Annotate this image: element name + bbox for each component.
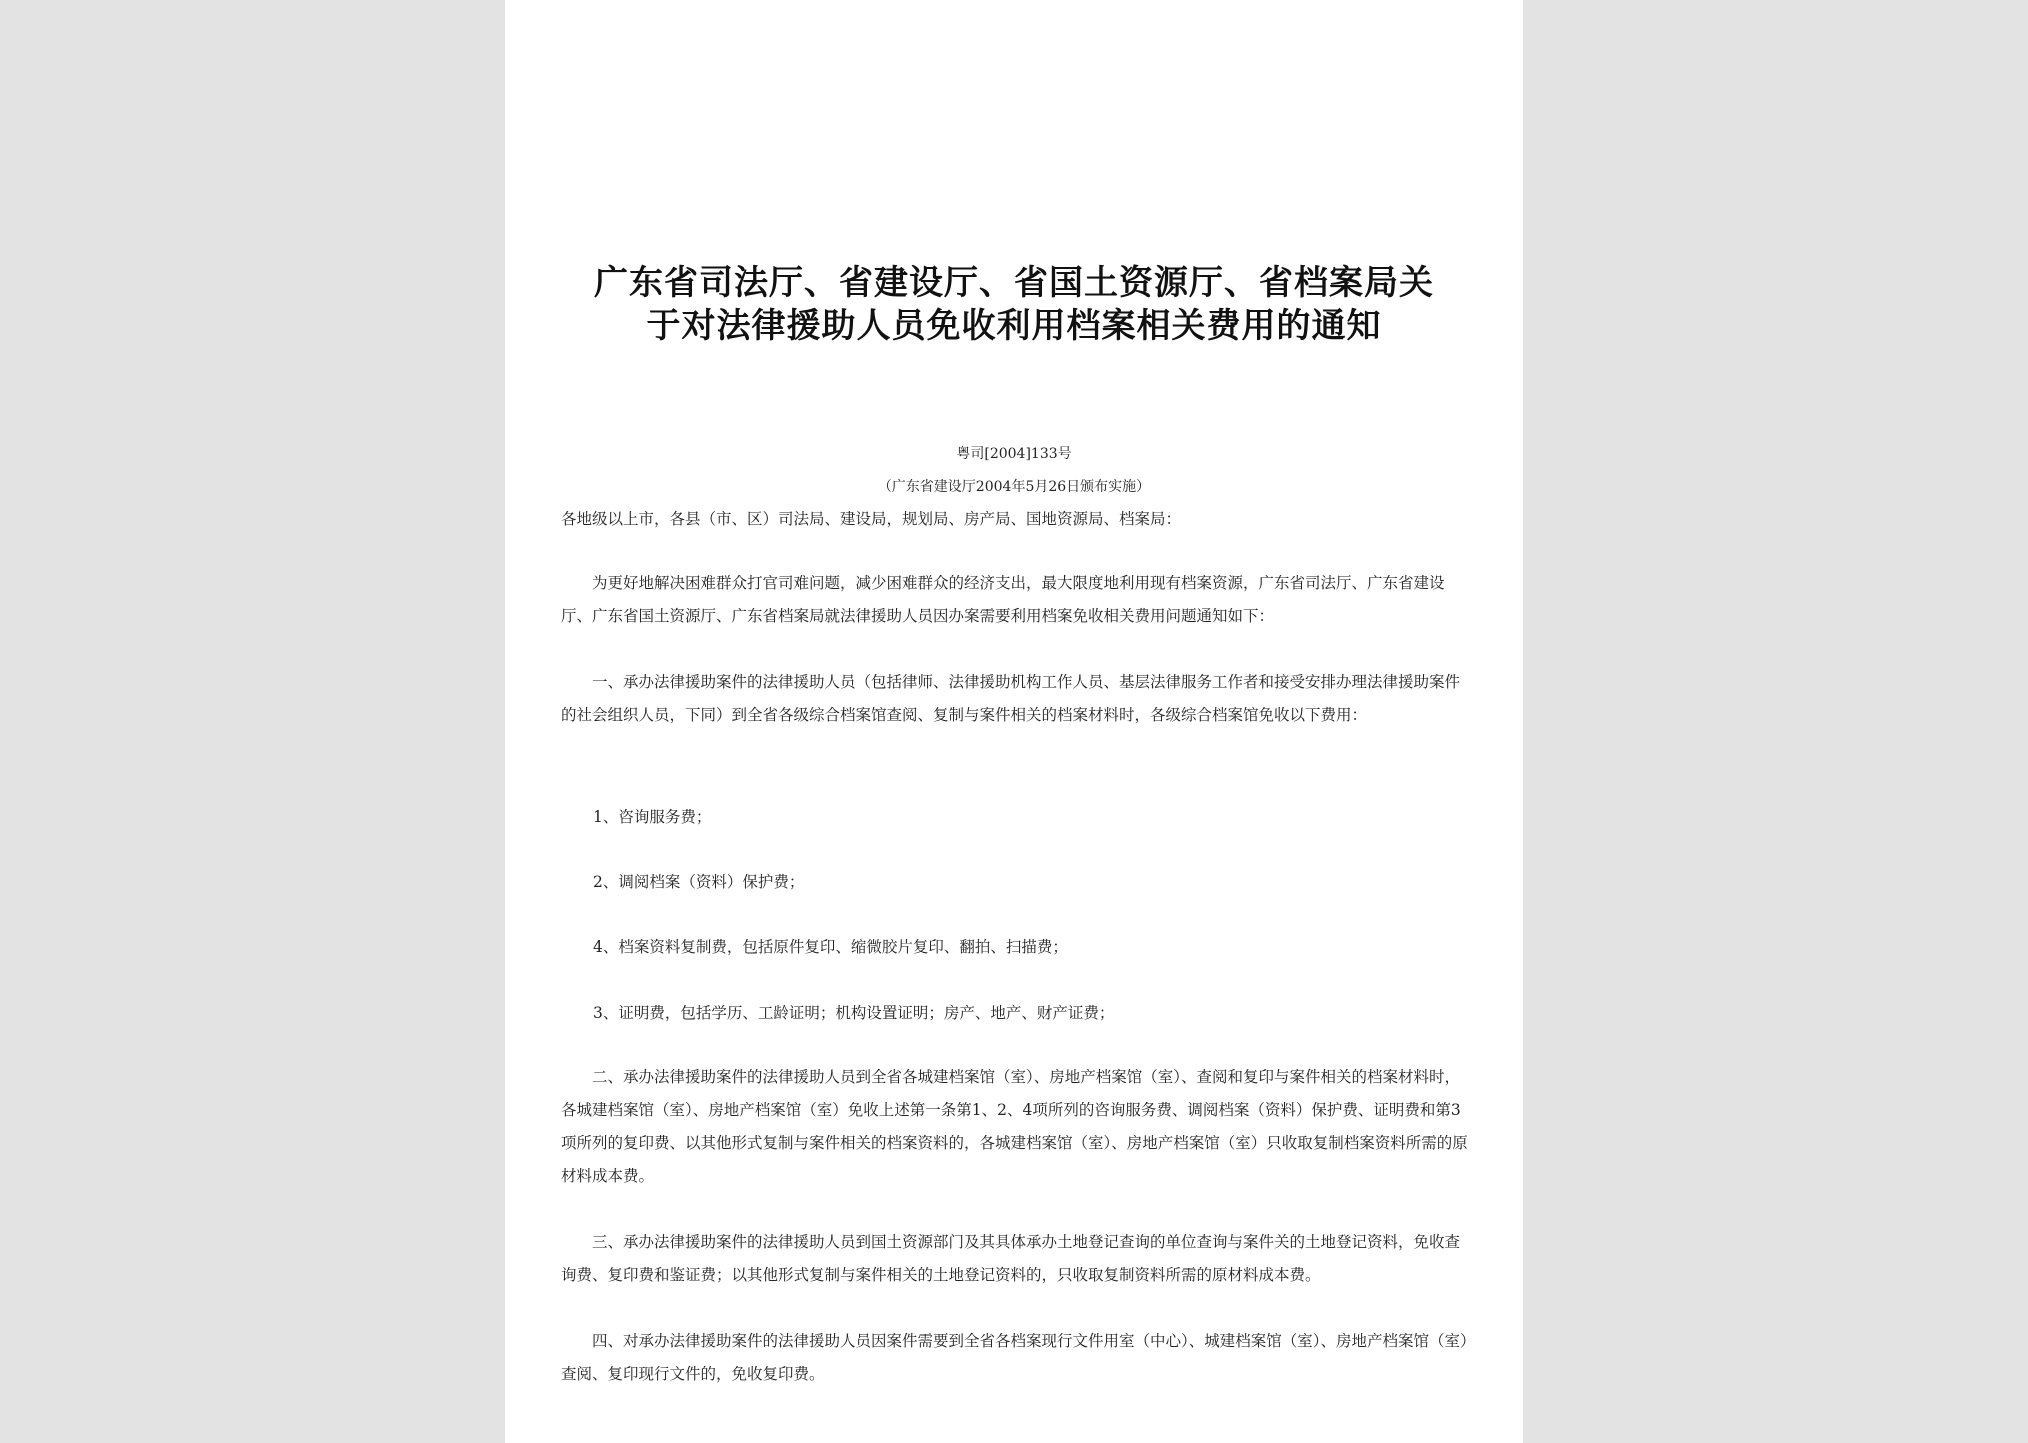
list-item-1: 1、咨询服务费；: [593, 808, 712, 826]
title-line-2: 于对法律援助人员免收利用档案相关费用的通知: [646, 306, 1382, 346]
list-item-4: 3、证明费，包括学历、工龄证明；机构设置证明；房产、地产、财产证费；: [593, 1004, 1115, 1022]
document-number: 粤司[2004]133号: [956, 446, 1072, 462]
section-4-paragraph: 四、对承办法律援助案件的法律援助人员因案件需要到全省各档案现行文件用室（中心）、城建档案馆（室）、房地产档案馆（室）查阅、复印现行文件的，免收复印费。: [561, 1332, 1468, 1383]
issue-note: （广东省建设厅2004年5月26日颁布实施）: [877, 479, 1151, 495]
document-page: [505, 0, 1523, 1443]
section-3-paragraph: 三、承办法律援助案件的法律援助人员到国土资源部门及其具体承办土地登记查询的单位查询与案件关的土地登记资料，免收查询费、复印费和鉴证费；以其他形式复制与案件相关的土地登记资料的，只收取复制资料所需的原材料成本费。: [561, 1233, 1461, 1284]
section-1-paragraph: 一、承办法律援助案件的法律援助人员（包括律师、法律援助机构工作人员、基层法律服务工作者和接受安排办理法律援助案件的社会组织人员，下同）到全省各级综合档案馆查阅、复制与案件相关的档案材料时，各级综合档案馆免收以下费用：: [561, 673, 1461, 724]
title-line-1: 广东省司法厅、省建设厅、省国土资源厅、省档案局关: [594, 263, 1434, 303]
list-item-3: 4、档案资料复制费，包括原件复印、缩微胶片复印、翻拍、扫描费；: [593, 938, 1068, 956]
list-item-2: 2、调阅档案（资料）保护费；: [593, 873, 805, 891]
addressee: 各地级以上市，各县（市、区）司法局、建设局，规划局、房产局、国地资源局、档案局：: [561, 510, 1182, 528]
section-2-paragraph: 二、承办法律援助案件的法律援助人员到全省各城建档案馆（室）、房地产档案馆（室）、查阅和复印与案件相关的档案材料时，各城建档案馆（室）、房地产档案馆（室）免收上述第一条第1、2、4项所列的咨询服务费、调阅档案（资料）保护费、证明费和第3项所列的复印费、以其他形式复制与案件相关的档案资料的，各城建档案馆（室）、房地产档案馆（室）只收取复制档案资料所需的原材料成本费。: [561, 1068, 1468, 1185]
document-title: [505, 262, 1523, 348]
intro-paragraph: 为更好地解决困难群众打官司难问题，减少困难群众的经济支出，最大限度地利用现有档案资源，广东省司法厅、广东省建设厅、广东省国土资源厅、广东省档案局就法律援助人员因办案需要利用档案免收相关费用问题通知如下：: [561, 574, 1445, 625]
